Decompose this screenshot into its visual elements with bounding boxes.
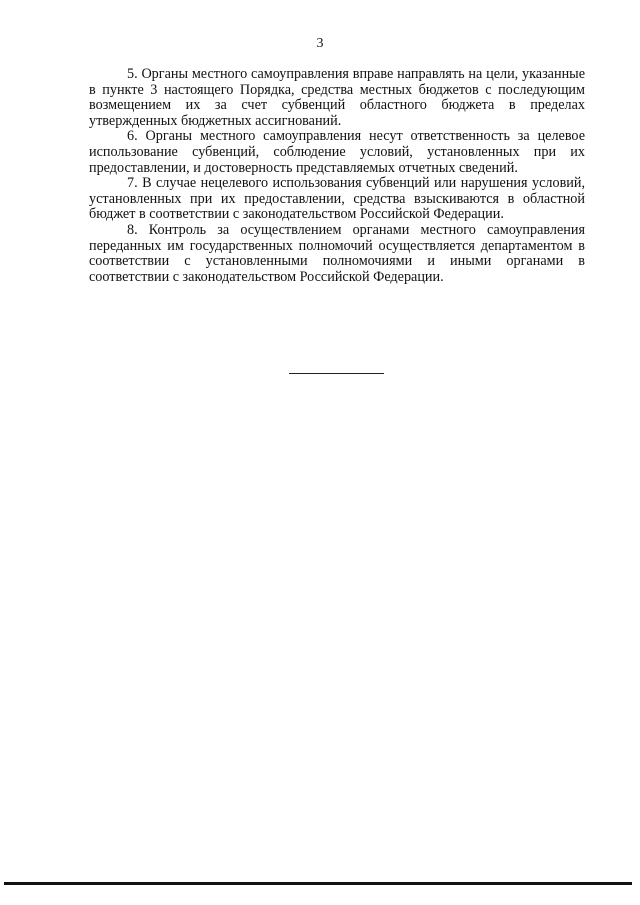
- paragraph-7: 7. В случае нецелевого использования субвенций или нарушения условий, установленных при их предоставлении, средства взыскиваются в областной бюджет в соответствии с законодательством Российской Федерации.: [89, 175, 585, 223]
- paragraph-6: 6. Органы местного самоуправления несут ответственность за целевое использование субвенций, соблюдение условий, установленных при их предоставлении, и достоверность представляемых отчетных сведений.: [89, 128, 585, 176]
- paragraph-8: 8. Контроль за осуществлением органами местного самоуправления переданных им государственных полномочий осуществляется департаментом в соответствии с установленными полномочиями и иными органами в соответствии с законодательством Российской Федерации.: [89, 221, 585, 285]
- paragraph-5: 5. Органы местного самоуправления вправе направлять на цели, указанные в пункте 3 настоящего Порядка, средства местных бюджетов с последующим возмещением их за счет субвенций областного бюджета в пределах утвержденных бюджетных ассигнований.: [89, 66, 585, 129]
- document-body: [89, 67, 585, 285]
- page-number: 3: [316, 36, 324, 51]
- closing-divider: [289, 373, 384, 374]
- footer-divider: [4, 882, 632, 885]
